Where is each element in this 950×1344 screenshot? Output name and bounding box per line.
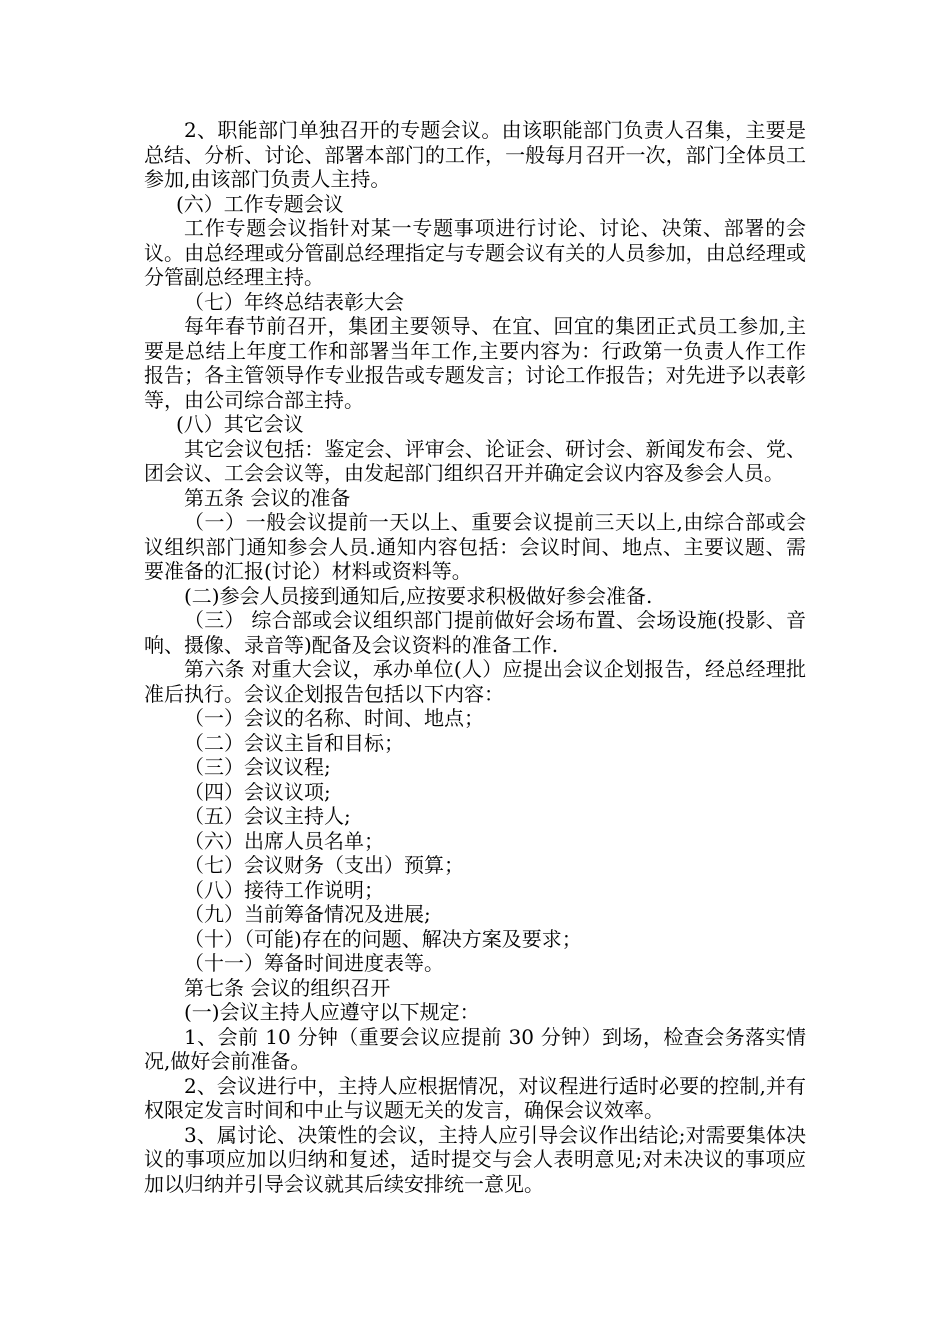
- paragraph: （九）当前筹备情况及进展;: [184, 902, 431, 926]
- paragraph: （二）会议主旨和目标；: [184, 730, 404, 755]
- paragraph: 2、职能部门单独召开的专题会议。由该职能部门负责人召集，主要是总结、分析、讨论、部署本部门的工作，一般每月召开一次，部门全体员工参加,由该部门负责人主持。: [144, 118, 806, 191]
- paragraph: 2、会议进行中，主持人应根据情况，对议程进行适时必要的控制,并有权限定发言时间和中止与议题无关的发言，确保会议效率。: [144, 1073, 806, 1122]
- paragraph: 工作专题会议指针对某一专题事项进行讨论、讨论、决策、部署的会议。由总经理或分管副总经理指定与专题会议有关的人员参加，由总经理或分管副总经理主持。: [144, 216, 806, 289]
- document-body: [144, 118, 806, 1196]
- paragraph: （六）出席人员名单；: [184, 828, 384, 853]
- paragraph: (二)参会人员接到通知后,应按要求积极做好参会准备.: [184, 583, 653, 608]
- paragraph: （八）接待工作说明；: [184, 877, 384, 902]
- paragraph: （七）年终总结表彰大会: [184, 289, 404, 314]
- paragraph: （十一）筹备时间进度表等。: [184, 951, 444, 975]
- paragraph: （五）会议主持人;: [184, 804, 351, 828]
- paragraph: （四）会议议项;: [184, 779, 331, 804]
- paragraph: (八）其它会议: [176, 412, 304, 436]
- paragraph: (六）工作专题会议: [176, 191, 344, 216]
- paragraph: 第五条 会议的准备: [184, 485, 351, 510]
- paragraph: （一）一般会议提前一天以上、重要会议提前三天以上,由综合部或会议组织部门通知参会人员.通知内容包括：会议时间、地点、主要议题、需要准备的汇报(讨论）材料或资料等。: [144, 510, 806, 583]
- paragraph: （十）（可能)存在的问题、解决方案及要求；: [184, 926, 582, 951]
- paragraph: 3、属讨论、决策性的会议，主持人应引导会议作出结论;对需要集体决议的事项应加以归纳和复述，适时提交与会人表明意见;对未决议的事项应加以归纳并引导会议就其后续安排统一意见。: [144, 1122, 806, 1196]
- paragraph: （三）会议议程;: [184, 755, 331, 779]
- paragraph: 其它会议包括：鉴定会、评审会、论证会、研讨会、新闻发布会、党、团会议、工会会议等，由发起部门组织召开并确定会议内容及参会人员。: [144, 436, 806, 485]
- paragraph: （七）会议财务（支出）预算；: [184, 853, 464, 877]
- paragraph: 1、会前 10 分钟（重要会议应提前 30 分钟）到场，检查会务落实情况,做好会前准备。: [144, 1024, 806, 1073]
- paragraph: （一）会议的名称、时间、地点；: [184, 706, 484, 730]
- paragraph: 第七条 会议的组织召开: [184, 975, 391, 1000]
- paragraph: (一)会议主持人应遵守以下规定：: [184, 1000, 480, 1024]
- paragraph: 每年春节前召开，集团主要领导、在宜、回宜的集团正式员工参加,主要是总结上年度工作和部署当年工作,主要内容为：行政第一负责人作工作报告；各主管领导作专业报告或专题发言；讨论工作报告；对先进予以表彰等，由公司综合部主持。: [144, 314, 806, 412]
- paragraph: （三） 综合部或会议组织部门提前做好会场布置、会场设施(投影、音响、摄像、录音等)配备及会议资料的准备工作.: [144, 608, 806, 657]
- paragraph: 第六条 对重大会议，承办单位(人）应提出会议企划报告，经总经理批准后执行。会议企划报告包括以下内容：: [144, 657, 806, 706]
